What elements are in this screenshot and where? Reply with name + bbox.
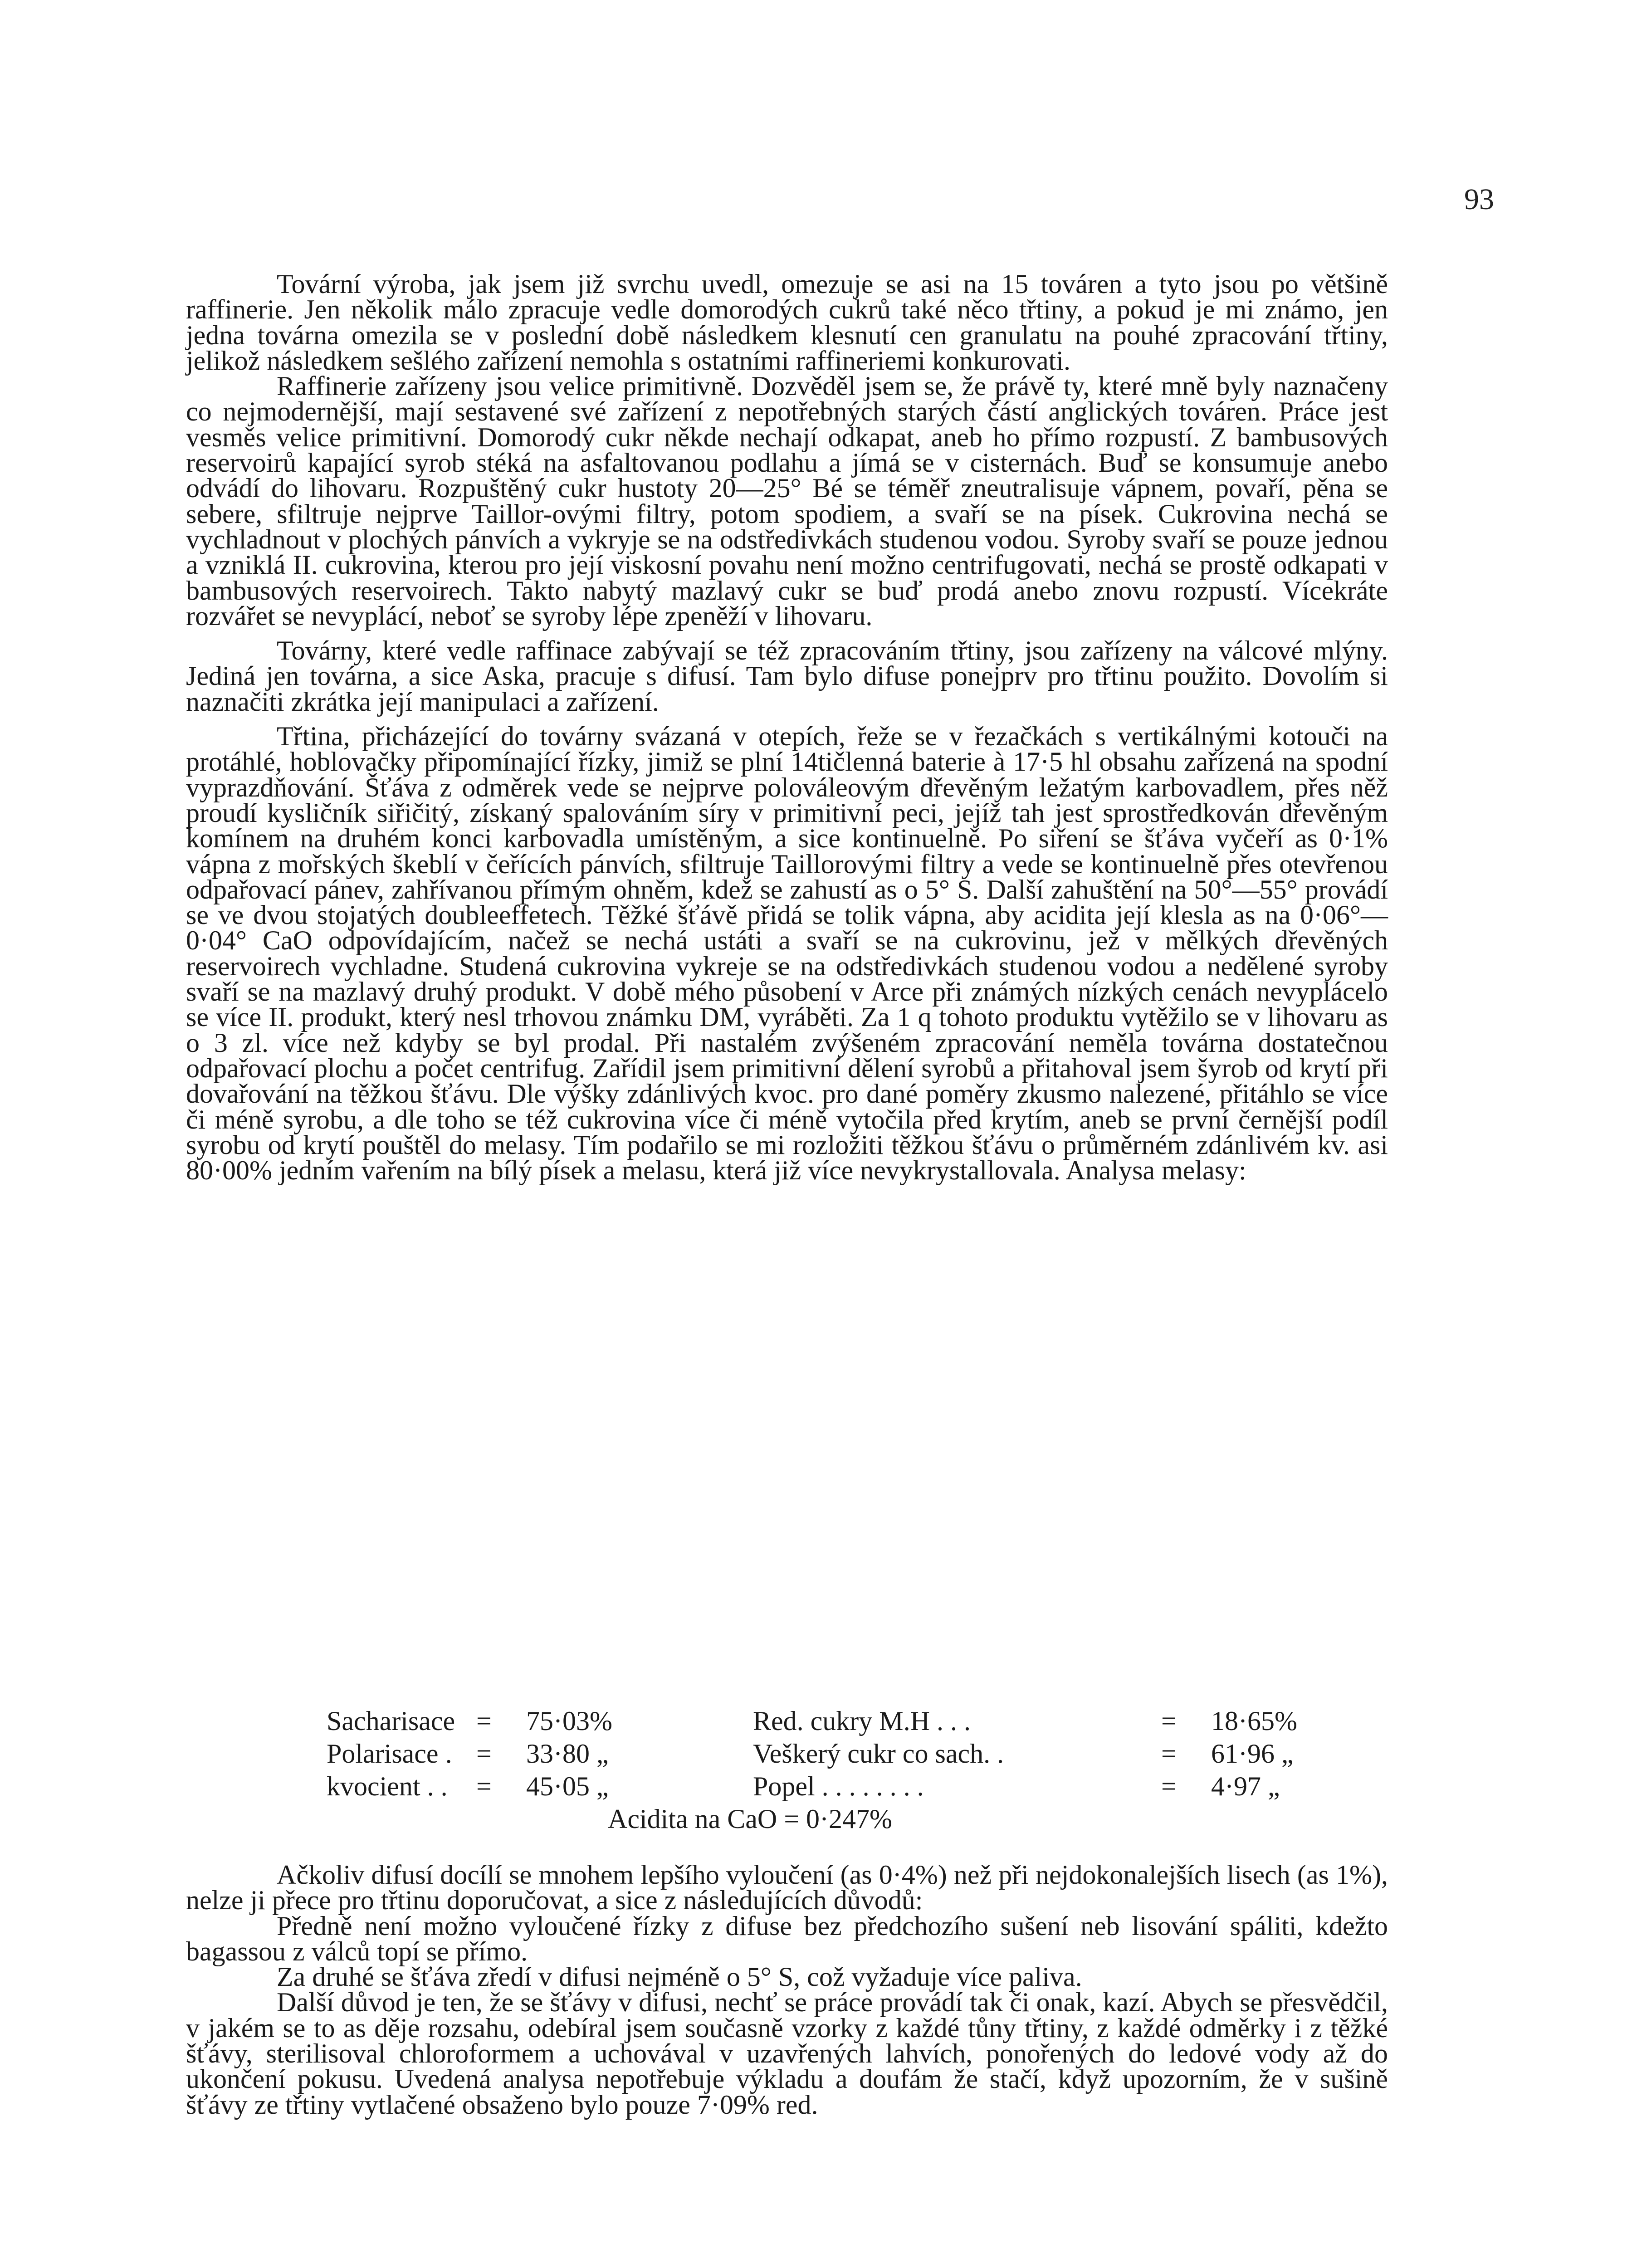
acidita-row: [327, 1803, 1324, 1835]
paragraph: Další důvod je ten, že se šťávy v difusi, nechť se práce provádí tak či onak, kazí. Abych se přesvědčil, v jakém se to as děje rozsahu, odebíral jsem současně vzorky z každé tůny třtiny, z každé odměrky i z těžké šťávy, sterilisoval chloroformem a uchovával v uzavřených lahvích, ponořených do ledové vody až do ukončení pokusu. Uvedená analysa nepotřebuje výkladu a doufám že stačí, když upozorním, že v sušině šťávy ze třtiny vytlačené obsaženo bylo pouze 7·09% red.: [186, 1987, 1388, 2120]
table-cell: Veškerý cukr co sach. .: [753, 1739, 1004, 1769]
table-cell: =: [1161, 1771, 1177, 1801]
table-cell: =: [476, 1739, 492, 1769]
table-row: [327, 1705, 1324, 1737]
table-cell: =: [476, 1706, 492, 1736]
page-number: 93: [1464, 183, 1494, 216]
table-cell: 4·97 „: [1211, 1771, 1280, 1801]
paragraph: Třtina, přicházející do továrny svázaná v otepích, řeže se v řezačkách s vertikálnými kotouči na protáhlé, hoblovačky připomínající řízky, jimiž se plní 14tičlenná baterie à 17·5 hl obsahu zařízená na spodní vyprazdňování. Šťáva z odměrek vede se nejprve polováleovým dřevěným ležatým karbovadlem, přes něž proudí kysličník siřičitý, získaný spalováním síry v primitivní peci, jejíž tah jest sprostředkován dřevěným komínem na druhém konci karbovadla umístěným, a sice kontinuelně. Po siření se šťáva vyčeří as 0·1% vápna z mořských škeblí v čeřících pánvích, sfiltruje Taillorovými filtry a vede se kontinuelně přes otevřenou odpařovací pánev, zahřívanou přímým ohněm, kdež se zahustí as o 5° S. Další zahuštění na 50°—55° provádí se ve dvou stojatých doubleeffetech. Těžké šťávě přidá se tolik vápna, aby acidita její klesla as na 0·06°—0·04° CaO odpovídajícím, načež se nechá ustáti a svaří se na cukrovinu, jež v mělkých dřevěných reservoirech vychladne. Studená cukrovina vykreje se na odstředivkách studenou vodou a nedělené syroby svaří se na mazlavý druhý produkt. V době mého působení v Arce při známých nízkých cenách nevyplácelo se více II. produkt, který nesl trhovou známku DM, vyráběti. Za 1 q tohoto produktu vytěžilo se v lihovaru as o 3 zl. více než kdyby se byl prodal. Při nastalém zvýšeném zpracování neměla továrna dostatečnou odpařovací plochu a počet centrifug. Zařídil jsem primitivní dělení syrobů a přitahoval jsem šyrob od krytí při dovařování na těžkou šťávu. Dle výšky zdánlivých kvoc. pro dané poměry zkusmo nalezené, přitáhlo se více či méně syrobu, a dle toho se též cukrovina více či méně vytočila před krytím, aneb se první černější podíl syrobu od krytí pouštěl do melasy. Tím podařilo se mi rozložiti těžkou šťávu o průměrném zdánlivém kv. asi 80·00% jedním vařením na bílý písek a melasu, která již více nevykrystallovala. Analysa melasy:: [186, 721, 1388, 1186]
table-cell: =: [476, 1771, 492, 1801]
acidita-value: Acidita na CaO = 0·247%: [608, 1804, 893, 1834]
molasses-analysis-table: [327, 1705, 1324, 1835]
table-cell: kvocient . .: [327, 1771, 448, 1801]
table-cell: Popel . . . . . . . .: [753, 1771, 924, 1801]
table-row: [327, 1737, 1324, 1770]
paragraph: Předně není možno vyloučené řízky z difuse bez předchozího sušení neb lisování spáliti, kdežto bagassou z válců topí se přímo.: [186, 1911, 1388, 1966]
paragraph: Továrny, které vedle raffinace zabývají se též zpracováním třtiny, jsou zařízeny na válcové mlýny. Jediná jen továrna, a sice Aska, pracuje s difusí. Tam bylo difuse ponejprv pro třtinu použito. Dovolím si naznačiti zkrátka její manipulaci a zařízení.: [186, 635, 1388, 717]
table-cell: 33·80 „: [526, 1739, 609, 1769]
table-cell: 45·05 „: [526, 1771, 609, 1801]
table-cell: 75·03%: [526, 1706, 612, 1736]
table-cell: 61·96 „: [1211, 1739, 1294, 1769]
paragraph: Raffinerie zařízeny jsou velice primitivně. Dozvěděl jsem se, že právě ty, které mně byly naznačeny co nejmodernější, mají sestavené své zařízení z nepotřebných starých částí anglických továren. Práce jest vesměs velice primitivní. Domorodý cukr někde nechají odkapat, aneb ho přímo rozpustí. Z bambusových reservoirů kapající syrob stéká na asfaltovanou podlahu a jímá se v cisternách. Buď se konsumuje anebo odvádí do lihovaru. Rozpuštěný cukr hustoty 20—25° Bé se téměř zneutralisuje vápnem, povaří, pěna se sebere, sfiltruje nejprve Taillor-ovými filtry, potom spodiem, a svaří se na písek. Cukrovina nechá se vychladnout v plochých pánvích a vykryje se na odstředivkách studenou vodou. Syroby svaří se pouze jednou a vzniklá II. cukrovina, kterou pro její viskosní povahu není možno centrifugovati, nechá se prostě odkapati v bambusových reservoirech. Takto nabytý mazlavý cukr se buď prodá anebo znovu rozpustí. Vícekráte rozvářet se nevyplácí, neboť se syroby lépe zpeněží v lihovaru.: [186, 371, 1388, 631]
table-cell: =: [1161, 1739, 1177, 1769]
table-row: [327, 1770, 1324, 1803]
table-cell: =: [1161, 1706, 1177, 1736]
paragraph: Za druhé se šťáva zředí v difusi nejméně o 5° S, což vyžaduje více paliva.: [277, 1962, 1082, 1992]
table-cell: Red. cukry M.H . . .: [753, 1706, 971, 1736]
table-cell: Polarisace .: [327, 1739, 452, 1769]
paragraph: Tovární výroba, jak jsem již svrchu uvedl, omezuje se asi na 15 továren a tyto jsou po většině raffinerie. Jen několik málo zpracuje vedle domorodých cukrů také něco třtiny, a pokud je mi známo, jen jedna továrna omezila se v poslední době následkem klesnutí cen granulatu na pouhé zpracování třtiny, jelikož následkem sešlého zařízení nemohla s ostatními raffineriemi konkurovati.: [186, 269, 1388, 376]
table-cell: 18·65%: [1211, 1706, 1297, 1736]
paragraph: Ačkoliv difusí docílí se mnohem lepšího vyloučení (as 0·4%) než při nejdokonalejších lisech (as 1%), nelze ji přece pro třtinu doporučovat, a sice z následujících důvodů:: [186, 1860, 1388, 1916]
body-text: [186, 269, 1388, 1186]
table-cell: Sacharisace: [327, 1706, 455, 1736]
body-text-continued: [186, 1860, 1388, 2120]
